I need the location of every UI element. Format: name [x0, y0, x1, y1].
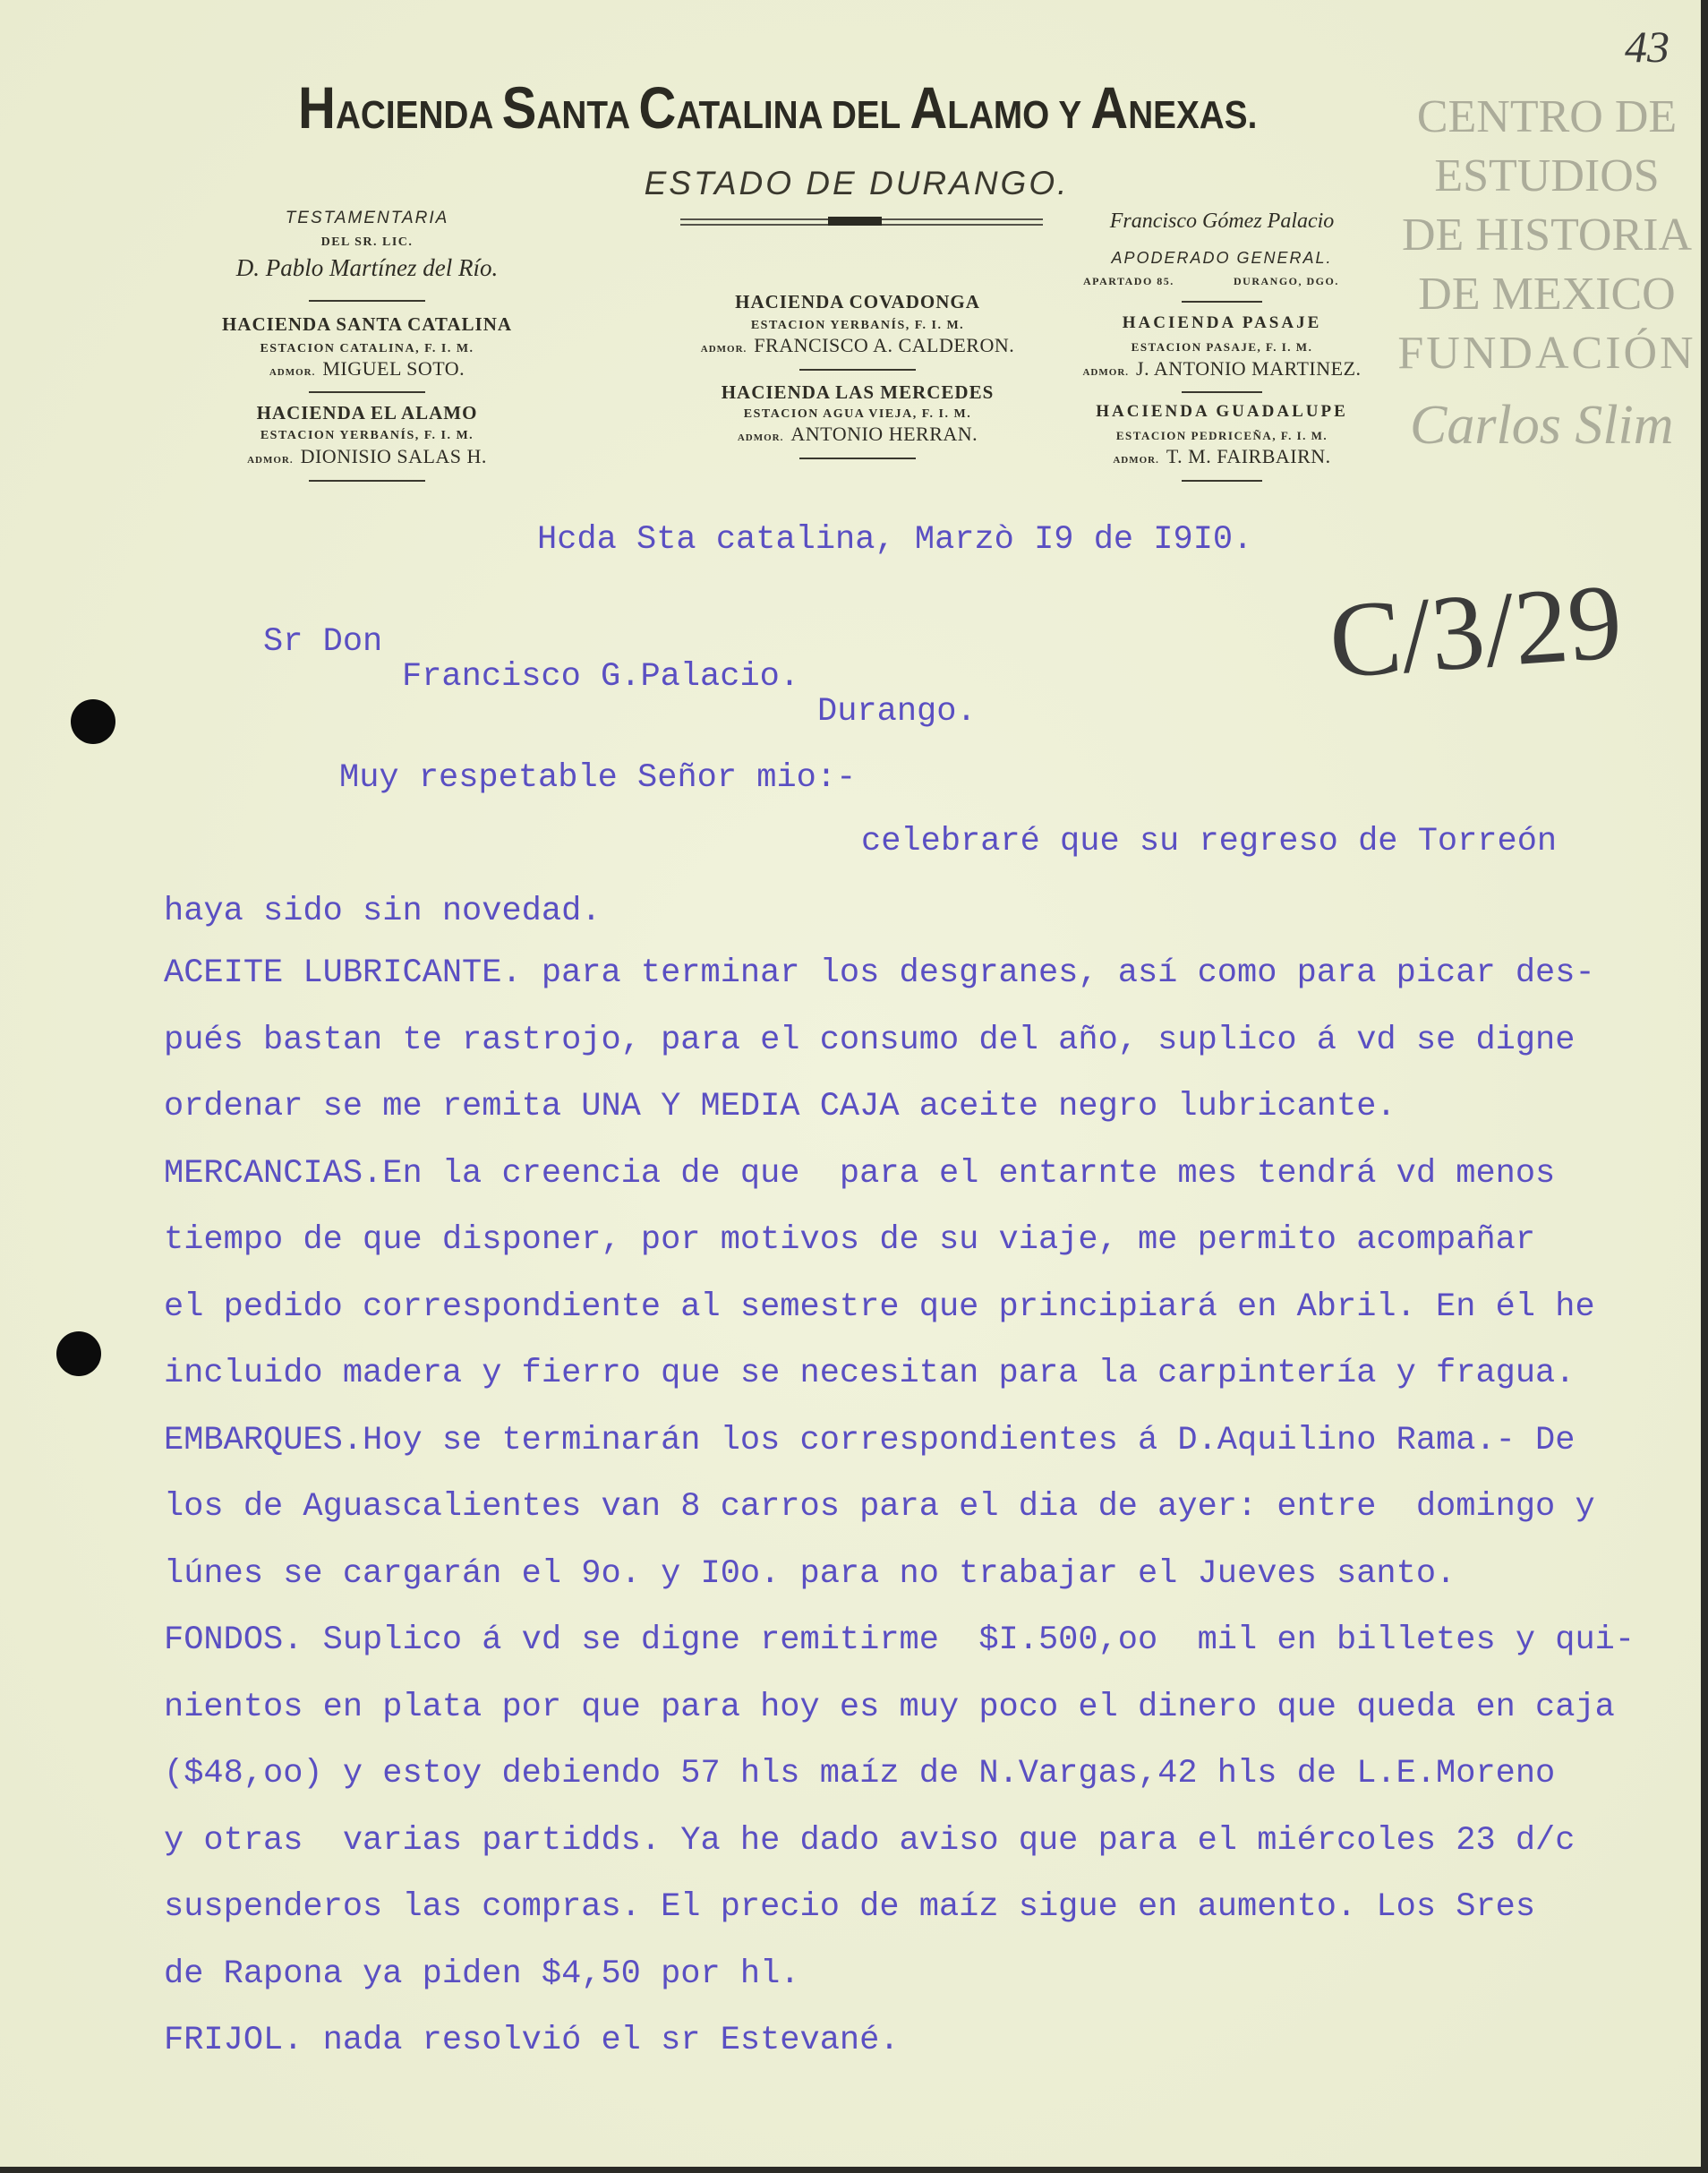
body-line: MERCANCIAS.En la creencia de que para el entarnte mes tendrá vd menos — [164, 1154, 1556, 1193]
letterhead-title — [298, 73, 1257, 141]
hacienda-station: ESTACION YERBANÍS, F. I. M. — [260, 429, 474, 442]
divider — [1182, 391, 1262, 393]
hacienda-name: HACIENDA SANTA CATALINA — [221, 313, 513, 335]
address-po-box: APARTADO 85. — [1083, 275, 1174, 287]
title-initial: A — [1090, 74, 1129, 141]
title-word: ACIENDA — [335, 93, 502, 137]
ornament-block — [828, 217, 882, 226]
divider — [799, 369, 916, 371]
body-line: suspenderos las compras. El precio de maíz sigue en aumento. Los Sres — [164, 1888, 1536, 1926]
recipient-name: Francisco G.Palacio. — [402, 658, 800, 696]
letter-body — [164, 940, 1635, 2075]
admor-name: DIONISIO SALAS H. — [300, 445, 487, 467]
admor-name: MIGUEL SOTO. — [322, 357, 465, 380]
body-line: lúnes se cargarán el 9o. y I0o. para no trabajar el Jueves santo. — [164, 1554, 1456, 1593]
title-word: NEXAS. — [1128, 93, 1258, 137]
hacienda-station: ESTACION PASAJE, F. I. M. — [1131, 340, 1313, 354]
admor-label: ADMOR. — [269, 367, 316, 378]
hacienda-admor — [1113, 445, 1330, 468]
salutation-to: Sr Don — [263, 623, 383, 661]
body-line: haya sido sin novedad. — [164, 893, 602, 930]
divider — [799, 458, 916, 459]
title-initial: S — [501, 74, 537, 141]
admor-name: FRANCISCO A. CALDERON. — [754, 334, 1015, 356]
watermark-line: FUNDACIÓN — [1397, 328, 1696, 379]
watermark-line: DE MEXICO — [1418, 269, 1676, 320]
hacienda-station: ESTACION CATALINA, F. I. M. — [260, 342, 474, 355]
admor-name: T. M. FAIRBAIRN. — [1166, 445, 1331, 467]
hacienda-station: ESTACION YERBANÍS, F. I. M. — [750, 319, 965, 332]
body-line: pués bastan te rastrojo, para el consumo del año, suplico á vd se digne — [164, 1021, 1576, 1059]
greeting: Muy respetable Señor mio:- — [339, 759, 857, 797]
body-line: el pedido correspondiente al semestre que principiará en Abril. En él he — [164, 1288, 1595, 1326]
punch-hole — [56, 1331, 101, 1376]
watermark-line: CENTRO DE — [1416, 91, 1678, 142]
hacienda-admor — [1082, 357, 1361, 381]
right-script-name: Francisco Gómez Palacio — [1109, 210, 1335, 233]
title-word: ATALINA DEL — [676, 93, 910, 137]
body-line: FONDOS. Suplico á vd se digne remitirme $I.500,oo mil en billetes y qui- — [164, 1621, 1635, 1659]
hacienda-admor — [701, 334, 1014, 357]
title-word: ANTA — [536, 93, 639, 137]
body-line: ($48,oo) y estoy debiendo 57 hls maíz de N.Vargas,42 hls de L.E.Moreno — [164, 1755, 1556, 1792]
right-heading: APODERADO GENERAL. — [1111, 249, 1333, 267]
admor-label: ADMOR. — [1082, 367, 1130, 378]
file-code: C/3/29 — [1325, 560, 1626, 701]
body-line: incluido madera y fierro que se necesitan para la carpintería y fragua. — [164, 1355, 1576, 1392]
admor-name: J. ANTONIO MARTINEZ. — [1136, 357, 1362, 380]
hacienda-admor — [247, 445, 487, 468]
left-heading: TESTAMENTARIA — [285, 209, 449, 227]
body-line: ACEITE LUBRICANTE. para terminar los desgranes, así como para picar des- — [164, 954, 1595, 992]
hacienda-admor — [269, 357, 465, 381]
divider — [1182, 480, 1262, 482]
hacienda-admor — [738, 423, 978, 446]
hacienda-name: HACIENDA COVADONGA — [735, 291, 980, 312]
recipient-city: Durango. — [817, 693, 977, 731]
left-subheading: DEL SR. LIC. — [320, 235, 414, 249]
watermark — [1393, 88, 1701, 383]
state-subtitle: ESTADO DE DURANGO. — [644, 165, 1070, 201]
body-line: tiempo de que disponer, por motivos de su viaje, me permito acompañar — [164, 1221, 1536, 1259]
hacienda-station: ESTACION AGUA VIEJA, F. I. M. — [743, 407, 972, 421]
watermark-line: DE HISTORIA — [1401, 210, 1693, 261]
body-line: nientos en plata por que para hoy es muy poco el dinero que queda en caja — [164, 1688, 1615, 1726]
body-line: y otras varias partidds. Ya he dado aviso que para el miércoles 23 d/c — [164, 1821, 1576, 1860]
divider — [1182, 301, 1262, 303]
left-script-name: D. Pablo Martínez del Río. — [235, 254, 499, 281]
admor-label: ADMOR. — [700, 344, 747, 355]
admor-label: ADMOR. — [247, 455, 294, 466]
divider — [309, 300, 425, 302]
watermark-line: ESTUDIOS — [1434, 150, 1660, 201]
punch-hole — [71, 699, 115, 744]
body-line: FRIJOL. nada resolvió el sr Estevané. — [164, 2022, 900, 2059]
divider — [309, 391, 425, 393]
date-line: Hcda Sta catalina, Marzò I9 de I9I0. — [537, 521, 1253, 559]
title-initial: H — [298, 74, 336, 141]
opening-line: celebraré que su regreso de Torreón — [861, 823, 1558, 860]
body-line: EMBARQUES.Hoy se terminarán los correspondientes á D.Aquilino Rama.- De — [164, 1421, 1576, 1459]
admor-name: ANTONIO HERRAN. — [790, 423, 978, 445]
title-word: LAMO Y — [947, 93, 1091, 137]
admor-label: ADMOR. — [1113, 455, 1159, 466]
title-initial: A — [910, 74, 948, 141]
title-initial: C — [638, 74, 677, 141]
hacienda-station: ESTACION PEDRICEÑA, F. I. M. — [1115, 429, 1328, 442]
hacienda-name: HACIENDA EL ALAMO — [256, 402, 478, 423]
body-line: ordenar se me remita UNA Y MEDIA CAJA aceite negro lubricante. — [164, 1088, 1396, 1125]
body-line: de Rapona ya piden $4,50 por hl. — [164, 1955, 800, 1993]
hacienda-name: HACIENDA PASAJE — [1122, 313, 1322, 332]
page-number: 43 — [1625, 21, 1670, 72]
address-city: DURANGO, DGO. — [1234, 275, 1339, 287]
hacienda-name: HACIENDA GUADALUPE — [1096, 402, 1348, 421]
admor-label: ADMOR. — [737, 432, 784, 443]
hacienda-name: HACIENDA LAS MERCEDES — [721, 381, 995, 403]
divider — [309, 480, 425, 482]
body-line: los de Aguascalientes van 8 carros para el dia de ayer: entre domingo y — [164, 1488, 1595, 1526]
watermark-signature: Carlos Slim — [1410, 395, 1674, 456]
